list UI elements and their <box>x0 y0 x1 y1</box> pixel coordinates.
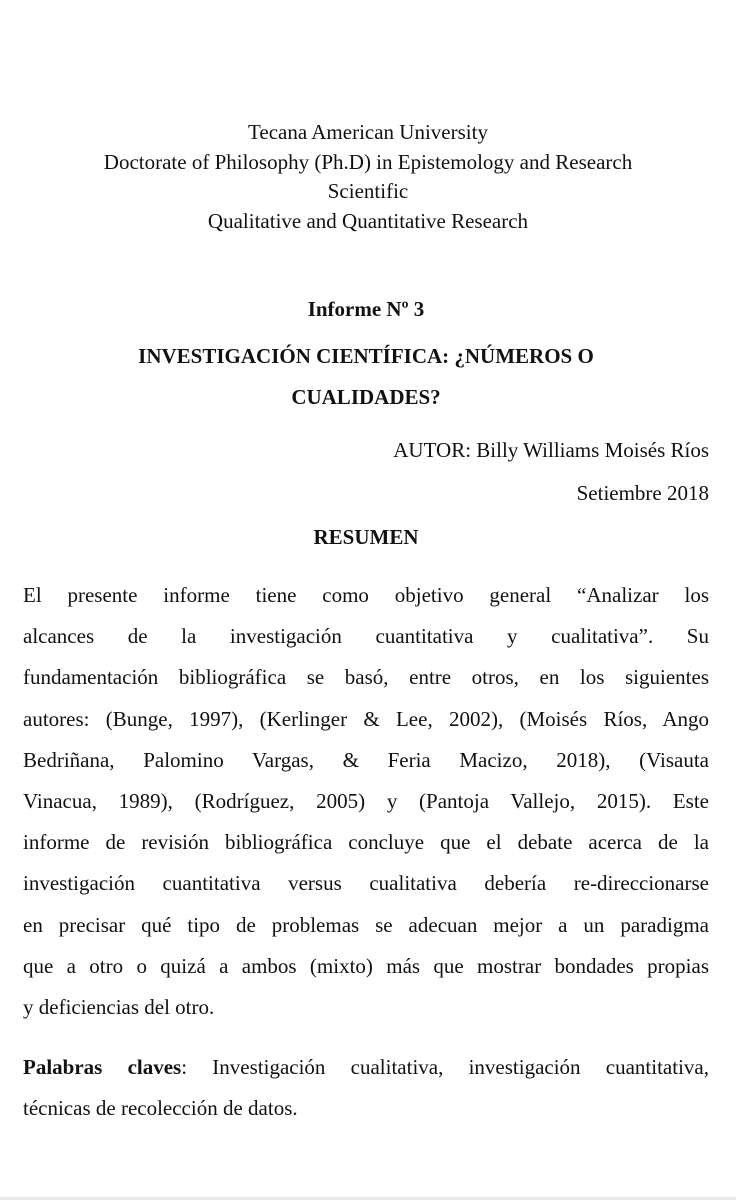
institution-header <box>0 118 736 236</box>
keywords-list: : Investigación cualitativa, investigación cuantitativa, <box>181 1055 709 1079</box>
report-title <box>0 336 732 418</box>
keywords-line-2: técnicas de recolección de datos. <box>23 1096 298 1120</box>
abstract-line: El presente informe tiene como objetivo general “Analizar los <box>23 583 709 607</box>
abstract-line: alcances de la investigación cuantitativa y cualitativa”. Su <box>23 624 709 649</box>
date-line: Setiembre 2018 <box>576 481 709 505</box>
report-title-line-1: INVESTIGACIÓN CIENTÍFICA: ¿NÚMEROS O <box>138 344 594 368</box>
course-name: Qualitative and Quantitative Research <box>207 208 529 233</box>
abstract-line: y deficiencias del otro. <box>23 994 215 1019</box>
abstract-line: Bedriñana, Palomino Vargas, & Feria Macizo, 2018), (Visauta <box>23 747 709 772</box>
keywords-line-1 <box>23 1047 709 1088</box>
abstract-line: autores: (Bunge, 1997), (Kerlinger & Lee, 2002), (Moisés Ríos, Ango <box>23 706 709 731</box>
abstract-body <box>23 575 709 1028</box>
university-name: Tecana American University <box>248 120 488 144</box>
report-number: Informe Nº 3 <box>307 297 425 321</box>
abstract-line: Vinacua, 1989), (Rodríguez, 2005) y (Pantoja Vallejo, 2015). Este <box>23 788 709 813</box>
abstract-heading: RESUMEN <box>313 525 419 549</box>
program-name-continued: Scientific <box>327 179 409 203</box>
report-title-line-2: CUALIDADES? <box>291 385 441 409</box>
abstract-line: que a otro o quizá a ambos (mixto) más que mostrar bondades propias <box>23 953 709 978</box>
keywords-section <box>23 1047 709 1129</box>
abstract-line: informe de revisión bibliográfica concluye que el debate acerca de la <box>23 830 709 855</box>
abstract-line: investigación cuantitativa versus cualitativa debería re-direccionarse <box>23 871 709 896</box>
program-name: Doctorate of Philosophy (Ph.D) in Epistemology and Research <box>103 149 633 174</box>
abstract-line: en precisar qué tipo de problemas se adecuan mejor a un paradigma <box>23 912 709 937</box>
abstract-line: fundamentación bibliográfica se basó, entre otros, en los siguientes <box>23 665 709 690</box>
author-line: AUTOR: Billy Williams Moisés Ríos <box>393 438 709 462</box>
keywords-label: Palabras claves <box>23 1055 182 1079</box>
